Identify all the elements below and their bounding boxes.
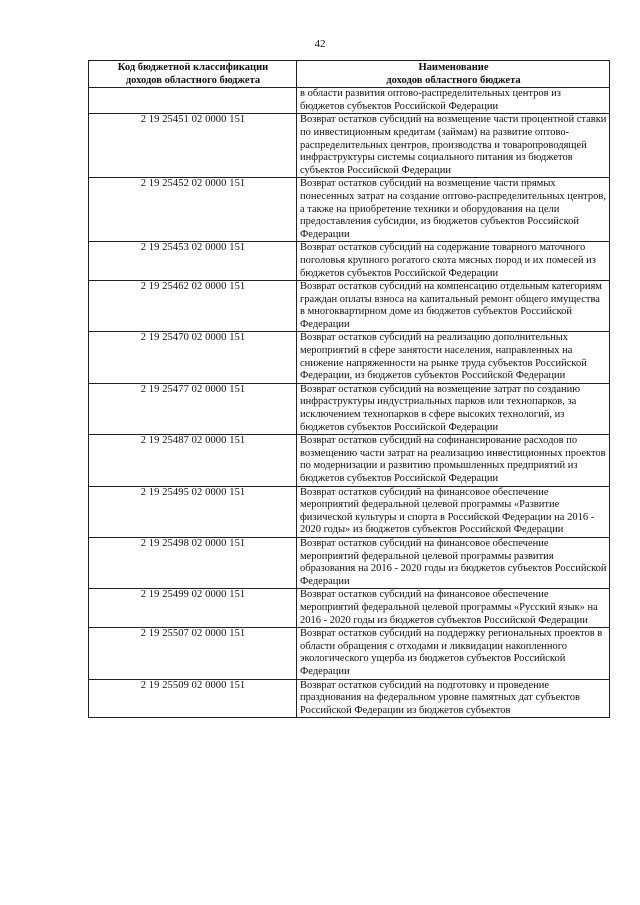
budget-code-cell: 2 19 25487 02 0000 151 bbox=[89, 435, 297, 486]
budget-code-cell: 2 19 25509 02 0000 151 bbox=[89, 679, 297, 718]
income-name-cell: Возврат остатков субсидий на возмещение части процентной ставки по инвестиционным кредитам (займам) на развитие оптово-распределительных центров, производства и товаропроводящей инфраструктуры системы социального питания из бюджетов субъектов Российской Федерации bbox=[297, 114, 610, 178]
budget-code-cell: 2 19 25462 02 0000 151 bbox=[89, 281, 297, 332]
table-row bbox=[89, 88, 610, 114]
budget-code-cell: 2 19 25507 02 0000 151 bbox=[89, 628, 297, 679]
budget-code-cell: 2 19 25453 02 0000 151 bbox=[89, 242, 297, 281]
income-name-cell: Возврат остатков субсидий на софинансирование расходов по возмещению части затрат на реализацию инвестиционных проектов по модернизации и развитию промышленных предприятий из бюджетов субъектов Российской Федерации bbox=[297, 435, 610, 486]
budget-code-cell: 2 19 25452 02 0000 151 bbox=[89, 178, 297, 242]
income-name-cell: Возврат остатков субсидий на реализацию дополнительных мероприятий в сфере занятости населения, направленных на снижение напряженности на рынке труда субъектов Российской Федерации, из бюджетов субъектов Российской Федерации bbox=[297, 332, 610, 383]
budget-code-cell: 2 19 25499 02 0000 151 bbox=[89, 589, 297, 628]
table-row bbox=[89, 486, 610, 537]
budget-code-cell bbox=[89, 88, 297, 114]
income-name-cell: Возврат остатков субсидий на возмещение затрат по созданию инфраструктуры индустриальных парков или технопарков, за исключением технопарков в сфере высоких технологий, из бюджетов субъектов Российской Федерации bbox=[297, 383, 610, 434]
income-name-cell: Возврат остатков субсидий на возмещение части прямых понесенных затрат на создание оптово-распределительных центров, а также на приобретение техники и оборудования на цели предоставления субсидии, из бюджетов субъектов Российской Федерации bbox=[297, 178, 610, 242]
income-name-cell: Возврат остатков субсидий на содержание товарного маточного поголовья крупного рогатого скота мясных пород и их помесей из бюджетов субъектов Российской Федерации bbox=[297, 242, 610, 281]
table-row bbox=[89, 383, 610, 434]
budget-code-cell: 2 19 25477 02 0000 151 bbox=[89, 383, 297, 434]
income-name-cell: Возврат остатков субсидий на финансовое обеспечение мероприятий федеральной целевой программы развития образования на 2016 - 2020 годы из бюджетов субъектов Российской Федерации bbox=[297, 537, 610, 588]
table-row bbox=[89, 628, 610, 679]
income-name-cell: Возврат остатков субсидий на компенсацию отдельным категориям граждан оплаты взноса на капитальный ремонт общего имущества в многоквартирном доме из бюджетов субъектов Российской Федерации bbox=[297, 281, 610, 332]
income-name-cell: Возврат остатков субсидий на подготовку и проведение празднования на федеральном уровне памятных дат субъектов Российской Федерации из бюджетов субъектов bbox=[297, 679, 610, 718]
table-row bbox=[89, 332, 610, 383]
budget-classification-table bbox=[88, 60, 610, 718]
table-row bbox=[89, 178, 610, 242]
table-row bbox=[89, 435, 610, 486]
table-row bbox=[89, 281, 610, 332]
table-row bbox=[89, 114, 610, 178]
budget-code-cell: 2 19 25470 02 0000 151 bbox=[89, 332, 297, 383]
income-name-cell: Возврат остатков субсидий на финансовое обеспечение мероприятий федеральной целевой программы «Развитие физической культуры и спорта в Российской Федерации на 2016 - 2020 годы» из бюджетов субъектов Российской Федерации bbox=[297, 486, 610, 537]
budget-code-cell: 2 19 25451 02 0000 151 bbox=[89, 114, 297, 178]
page-number: 42 bbox=[314, 38, 326, 50]
table-row bbox=[89, 537, 610, 588]
table-row bbox=[89, 242, 610, 281]
income-name-cell: в области развития оптово-распределительных центров из бюджетов субъектов Российской Федерации bbox=[297, 88, 610, 114]
header-name: Наименование доходов областного бюджета bbox=[297, 61, 610, 88]
table-row bbox=[89, 589, 610, 628]
budget-code-cell: 2 19 25495 02 0000 151 bbox=[89, 486, 297, 537]
header-code: Код бюджетной классификации доходов областного бюджета bbox=[89, 61, 297, 88]
income-name-cell: Возврат остатков субсидий на финансовое обеспечение мероприятий федеральной целевой программы «Русский язык» на 2016 - 2020 годы из бюджетов субъектов Российской Федерации bbox=[297, 589, 610, 628]
income-name-cell: Возврат остатков субсидий на поддержку региональных проектов в области обращения с отходами и ликвидации накопленного экологического ущерба из бюджетов субъектов Российской Федерации bbox=[297, 628, 610, 679]
table-row bbox=[89, 679, 610, 718]
budget-code-cell: 2 19 25498 02 0000 151 bbox=[89, 537, 297, 588]
table-header-row bbox=[89, 61, 610, 88]
